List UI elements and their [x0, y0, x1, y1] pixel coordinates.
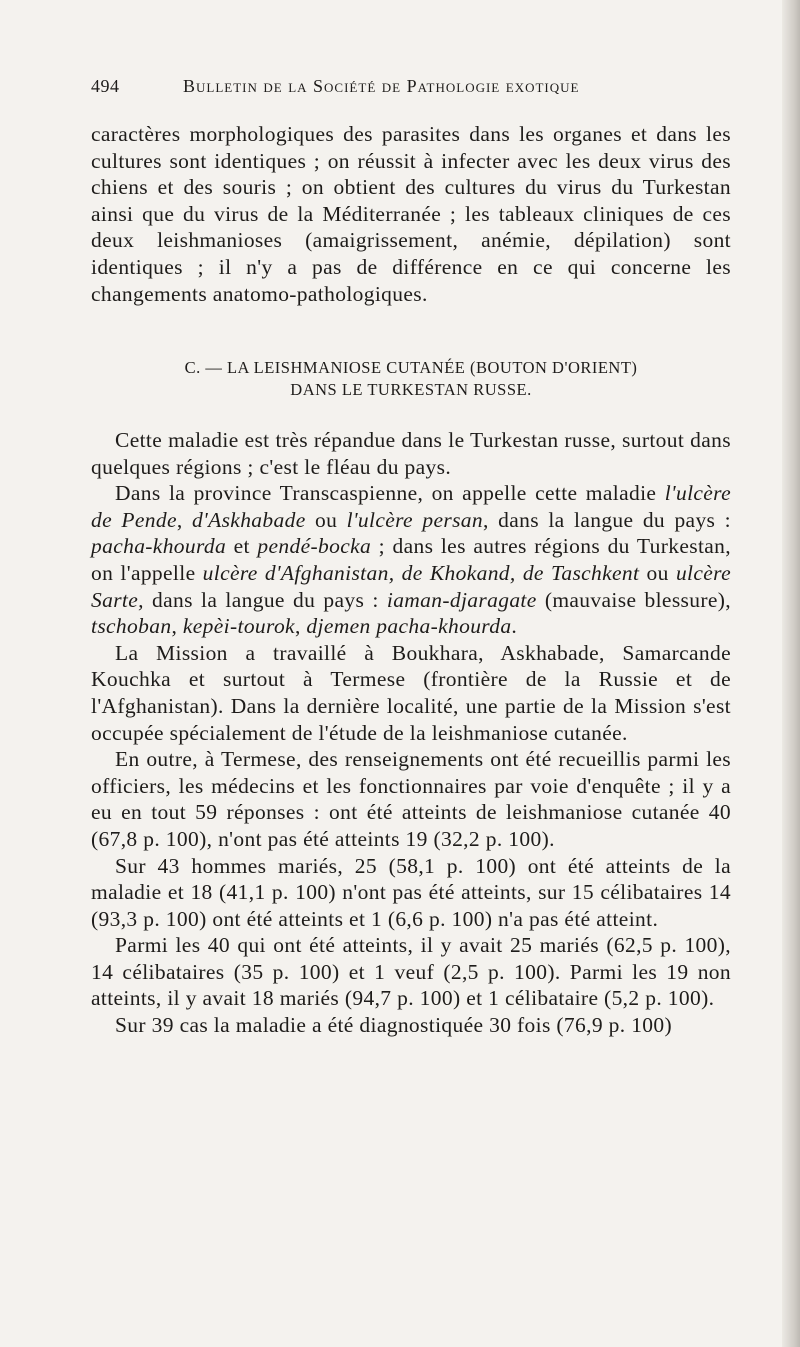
running-header [91, 76, 651, 106]
paragraph-3: La Mission a travaillé à Boukhara, Askhabade, Samarcande Kouchka et surtout à Termese (frontière de la Russie et de l'Afghanistan). Dans la dernière localité, une partie de la Mission s'est occupée spécialement de l'étude de la leishmaniose cutanée. [91, 640, 731, 745]
section-body [91, 427, 731, 1039]
paragraph-5: Sur 43 hommes mariés, 25 (58,1 p. 100) ont été atteints de la maladie et 18 (41,1 p. 100) n'ont pas été atteints, sur 15 célibataires 14 (93,3 p. 100) ont été atteints et 1 (6,6 p. 100) n'a pas été atteint. [91, 853, 731, 931]
section-heading [91, 357, 731, 401]
paragraph-1: Cette maladie est très répandue dans le Turkestan russe, surtout dans quelques régions ; c'est le fléau du pays. [91, 428, 731, 479]
paragraph-2: Dans la province Transcaspienne, on appelle cette maladie l'ulcère de Pende, d'Askhabade ou l'ulcère persan, dans la langue du pays : pacha-khourda et pendé-bocka ; dans les autres régions du Turkestan, on l'appelle ulcère d'Afghanistan, de Khokand, de Taschkent ou ulcère Sarte, dans la langue du pays : iaman-djaragate (mauvaise blessure), tschoban, kepèi-tourok, djemen pacha-khourda. [91, 481, 732, 639]
paragraph-6: Parmi les 40 qui ont été atteints, il y avait 25 mariés (62,5 p. 100), 14 célibataires (35 p. 100) et 1 veuf (2,5 p. 100). Parmi les 19 non atteints, il y avait 18 mariés (94,7 p. 100) et 1 célibataire (5,2 p. 100). [91, 933, 731, 1011]
section-heading-line-2: DANS LE TURKESTAN RUSSE. [290, 380, 532, 399]
running-title: Bulletin de la Société de Pathologie exotique [183, 76, 580, 96]
paragraph-7: Sur 39 cas la maladie a été diagnostiquée 30 fois (76,9 p. 100) [115, 1013, 673, 1038]
section-heading-line-1: C. — LA LEISHMANIOSE CUTANÉE (BOUTON D'ORIENT) [184, 358, 638, 377]
page-edge-shadow [782, 0, 800, 1347]
paragraph-4: En outre, à Termese, des renseignements ont été recueillis parmi les officiers, les médecins et les fonctionnaires par voie d'enquête ; il y a eu en tout 59 réponses : ont été atteints de leishmaniose cutanée 40 (67,8 p. 100), n'ont pas été atteints 19 (32,2 p. 100). [91, 747, 731, 851]
paragraph-continued: caractères morphologiques des parasites dans les organes et dans les cultures sont identiques ; on réussit à infecter avec les deux virus des chiens et des souris ; on obtient des cultures du virus du Turkestan ainsi que du virus de la Méditerranée ; les tableaux cliniques de ces deux leishmanioses (amaigrissement, anémie, dépilation) sont identiques ; il n'y a pas de différence en ce qui concerne les changements anatomo-pathologiques. [91, 122, 731, 306]
continued-paragraph [91, 121, 731, 307]
page-number: 494 [91, 76, 120, 96]
